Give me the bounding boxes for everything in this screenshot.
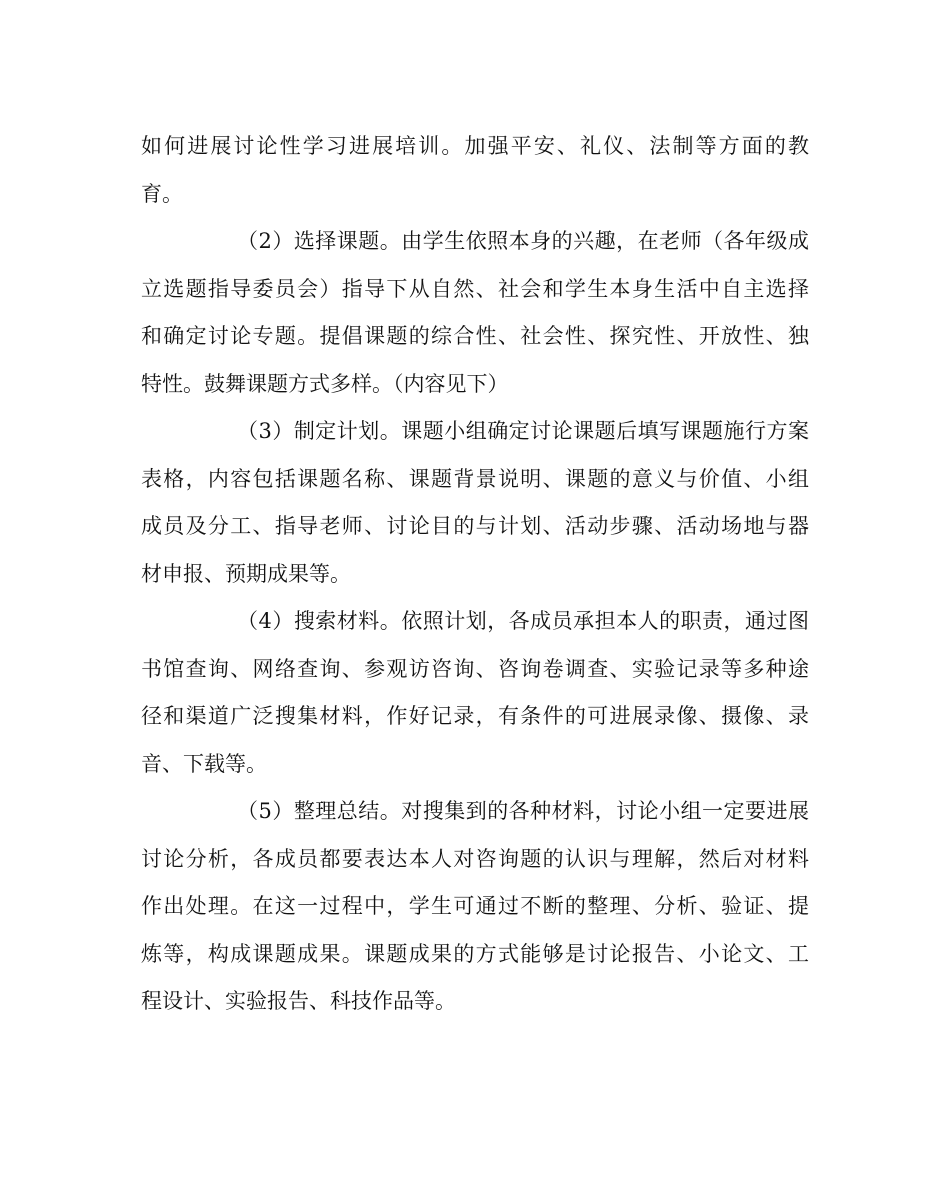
- paragraph-first-line: （4）搜索材料。依照计划，各成员承担本人的职责，通过图: [237, 609, 809, 633]
- text-line: 和确定讨论专题。提倡课题的综合性、社会性、探究性、开放性、独: [141, 324, 809, 348]
- paragraph-first-line: （2）选择课题。由学生依照本身的兴趣，在老师（各年级成: [237, 229, 809, 253]
- text-line: 作出处理。在这一过程中，学生可通过不断的整理、分析、验证、提: [141, 894, 809, 918]
- text-line: 育。: [141, 181, 183, 206]
- paragraph-first-line: （5）整理总结。对搜集到的各种材料，讨论小组一定要进展: [237, 799, 809, 823]
- text-line: 立选题指导委员会）指导下从自然、社会和学生本身生活中自主选择: [141, 276, 809, 301]
- text-line: 如何进展讨论性学习进展培训。加强平安、礼仪、法制等方面的教: [141, 134, 809, 158]
- text-line: 书馆查询、网络查询、参观访咨询、咨询卷调查、实验记录等多种途: [141, 656, 809, 681]
- text-line: 表格，内容包括课题名称、课题背景说明、课题的意义与价值、小组: [141, 466, 809, 491]
- text-line: 程设计、实验报告、科技作品等。: [141, 989, 456, 1013]
- text-line: 材申报、预期成果等。: [141, 561, 351, 586]
- document-body: [141, 127, 809, 1030]
- text-line: 径和渠道广泛搜集材料，作好记录，有条件的可进展录像、摄像、录: [141, 704, 809, 728]
- text-line: 音、下载等。: [141, 751, 267, 776]
- paragraph-first-line: （3）制定计划。课题小组确定讨论课题后填写课题施行方案: [237, 419, 809, 443]
- text-line: 特性。鼓舞课题方式多样。（内容见下）: [141, 371, 509, 396]
- text-line: 成员及分工、指导老师、讨论目的与计划、活动步骤、活动场地与器: [141, 514, 809, 538]
- text-line: 炼等，构成课题成果。课题成果的方式能够是讨论报告、小论文、工: [141, 941, 809, 966]
- text-line: 讨论分析，各成员都要表达本人对咨询题的认识与理解，然后对材料: [141, 846, 809, 871]
